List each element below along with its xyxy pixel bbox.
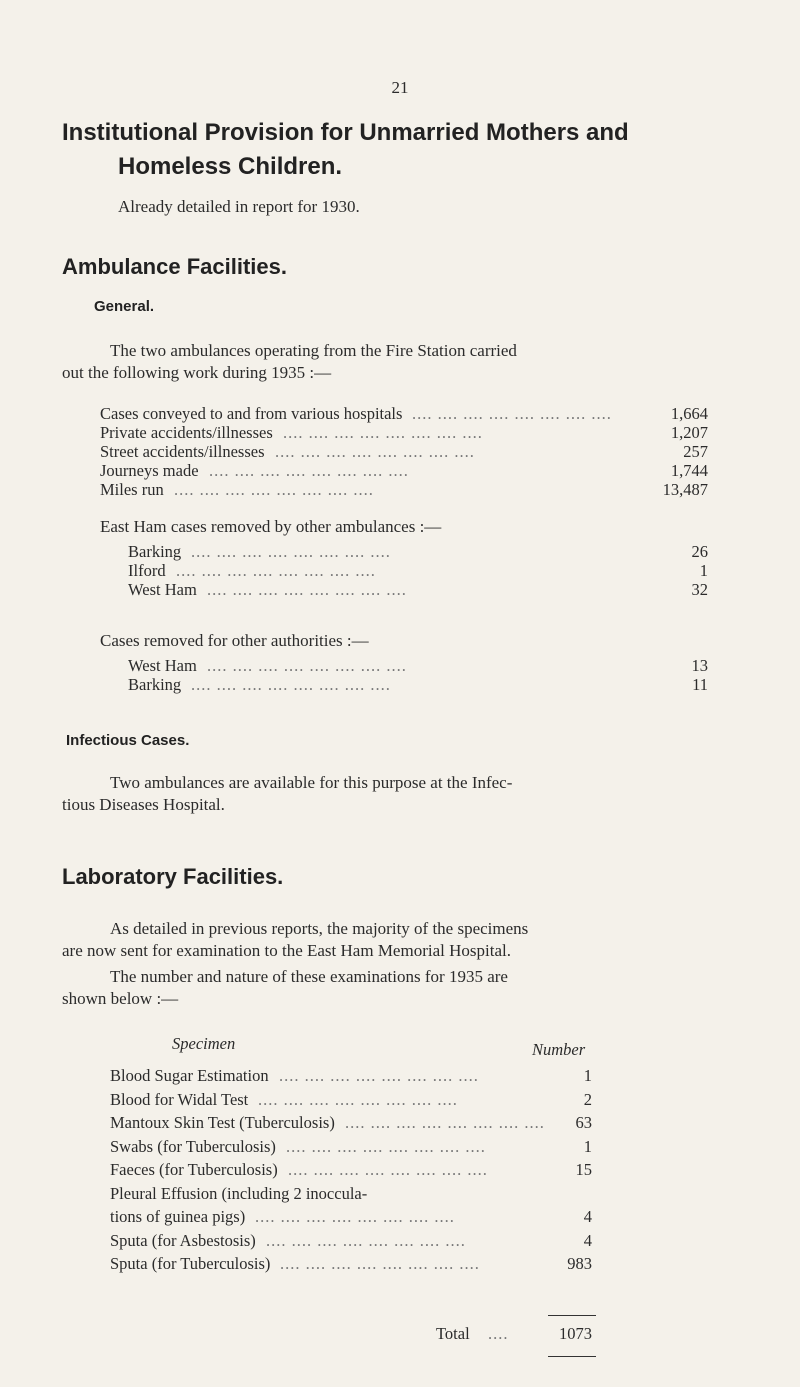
row-value: 1,664 — [670, 404, 708, 423]
row-value: 1 — [583, 1066, 592, 1085]
title-line-2: Homeless Children. — [118, 153, 343, 180]
row-value: 257 — [683, 442, 708, 461]
dot-leader: .... .... .... .... .... .... .... .... — [258, 1089, 458, 1109]
dot-leader: .... .... .... .... .... .... .... .... — [191, 542, 391, 561]
section-title-institutional — [62, 116, 722, 184]
dot-leader: .... .... .... .... .... .... .... .... — [345, 1113, 545, 1132]
row-label: Blood Sugar Estimation — [110, 1066, 269, 1085]
row-value: 13,487 — [662, 480, 708, 499]
dot-leader: .... .... .... .... .... .... .... .... — [412, 404, 612, 423]
table-row — [128, 580, 708, 599]
row-value: 2 — [583, 1089, 592, 1109]
row-value: 13 — [691, 656, 708, 675]
row-label: West Ham — [128, 656, 197, 675]
row-value: 1 — [583, 1136, 592, 1156]
table-row — [100, 442, 708, 461]
total-label: Total — [436, 1324, 470, 1343]
table-row — [128, 542, 708, 561]
ambulance-heading: Ambulance Facilities. — [62, 254, 287, 279]
ambulance-intro-line-2: out the following work during 1935 :— — [62, 363, 332, 382]
dot-leader: .... .... .... .... .... .... .... .... — [286, 1136, 486, 1156]
laboratory-para1-line-1: As detailed in previous reports, the majority of the specimens — [110, 919, 529, 938]
general-subheading: General. — [94, 298, 155, 315]
dot-leader: .... .... .... .... .... .... .... .... — [191, 675, 391, 694]
row-label: Miles run — [100, 480, 164, 499]
institutional-text: Already detailed in report for 1930. — [118, 197, 360, 216]
row-label: Faeces (for Tuberculosis) — [110, 1160, 278, 1179]
row-value: 1,744 — [670, 461, 708, 480]
table-row — [128, 675, 708, 694]
column-header-number: Number — [532, 1040, 586, 1059]
table-row — [128, 656, 708, 675]
column-header-specimen: Specimen — [172, 1034, 236, 1053]
table-row — [100, 423, 708, 442]
row-label: Ilford — [128, 561, 166, 580]
dot-leader: .... .... .... .... .... .... .... .... — [279, 1066, 479, 1085]
laboratory-para1-line-2: are now sent for examination to the East Ham Memorial Hospital. — [62, 941, 511, 960]
laboratory-heading: Laboratory Facilities. — [62, 864, 284, 889]
total-rule-bottom — [548, 1356, 596, 1357]
table-row — [110, 1137, 600, 1161]
dot-leader: .... .... .... .... .... .... .... .... — [275, 442, 475, 461]
row-label: West Ham — [128, 580, 197, 599]
other-ambulances-heading: East Ham cases removed by other ambulances :— — [100, 517, 442, 536]
row-label: Barking — [128, 675, 182, 694]
dot-leader: .... .... .... .... .... .... .... .... — [207, 580, 407, 599]
row-label: Mantoux Skin Test (Tuberculosis) — [110, 1113, 335, 1132]
row-value: 63 — [575, 1113, 592, 1132]
row-value: 4 — [583, 1207, 592, 1226]
row-value: 983 — [567, 1254, 592, 1273]
row-label: Blood for Widal Test — [110, 1089, 249, 1109]
ambulance-intro-line-1: The two ambulances operating from the Fire Station carried — [110, 341, 517, 360]
row-value: 32 — [691, 580, 708, 599]
table-row — [110, 1184, 600, 1208]
dot-leader: .... .... .... .... .... .... .... .... — [255, 1207, 455, 1226]
laboratory-table — [110, 1066, 600, 1278]
other-authorities-table — [128, 656, 708, 694]
laboratory-para2-line-2: shown below :— — [62, 989, 179, 1008]
row-label: Barking — [128, 542, 182, 561]
row-label: Pleural Effusion (including 2 inoccula- — [110, 1183, 368, 1203]
other-ambulances-table — [128, 542, 708, 599]
other-authorities-heading: Cases removed for other authorities :— — [100, 631, 369, 650]
row-label: tions of guinea pigs) — [110, 1207, 246, 1226]
table-row — [110, 1207, 600, 1231]
total-row — [110, 1324, 600, 1343]
dot-leader: .... .... .... .... .... .... .... .... — [266, 1230, 466, 1250]
row-label: Cases conveyed to and from various hospitals — [100, 404, 403, 423]
title-line-1: Institutional Provision for Unmarried Mothers and — [62, 119, 629, 146]
dot-leader: .... .... .... .... .... .... .... .... — [207, 656, 407, 675]
total-value: 1073 — [559, 1324, 592, 1343]
table-row — [110, 1090, 600, 1114]
dot-leader: .... .... .... .... .... .... .... .... — [288, 1160, 488, 1179]
ambulance-work-table — [100, 404, 708, 499]
table-row — [110, 1160, 600, 1184]
row-value: 1 — [699, 561, 708, 580]
table-row — [110, 1254, 600, 1278]
row-label: Journeys made — [100, 461, 199, 480]
table-row — [100, 404, 708, 423]
page-number: 21 — [391, 78, 409, 97]
dot-leader: .... .... .... .... .... .... .... .... — [176, 561, 376, 580]
row-value: 4 — [583, 1230, 592, 1250]
infectious-line-2: tious Diseases Hospital. — [62, 795, 225, 814]
row-label: Sputa (for Tuberculosis) — [110, 1254, 271, 1273]
row-label: Sputa (for Asbestosis) — [110, 1230, 256, 1250]
infectious-cases-subheading: Infectious Cases. — [66, 732, 190, 749]
table-row — [110, 1231, 600, 1255]
dot-leader: .... .... .... .... .... .... .... .... — [280, 1254, 480, 1273]
laboratory-para2-line-1: The number and nature of these examinations for 1935 are — [110, 967, 508, 986]
dot-leader: .... .... .... .... .... .... .... .... — [174, 480, 374, 499]
total-rule-top — [548, 1315, 596, 1316]
row-value: 11 — [692, 675, 708, 694]
row-value: 1,207 — [670, 423, 708, 442]
table-row — [110, 1113, 600, 1137]
table-row — [100, 461, 708, 480]
row-label: Swabs (for Tuberculosis) — [110, 1136, 276, 1156]
dot-leader: .... .... .... .... .... .... .... .... — [209, 461, 409, 480]
dot-leader: .... .... .... .... .... .... .... .... — [283, 423, 483, 442]
row-label: Street accidents/illnesses — [100, 442, 265, 461]
table-row — [110, 1066, 600, 1090]
infectious-line-1: Two ambulances are available for this purpose at the Infec- — [110, 773, 513, 792]
table-row — [128, 561, 708, 580]
row-value: 26 — [691, 542, 708, 561]
row-label: Private accidents/illnesses — [100, 423, 273, 442]
total-dots: .... — [488, 1324, 509, 1343]
table-row — [100, 480, 708, 499]
row-value: 15 — [575, 1160, 592, 1179]
